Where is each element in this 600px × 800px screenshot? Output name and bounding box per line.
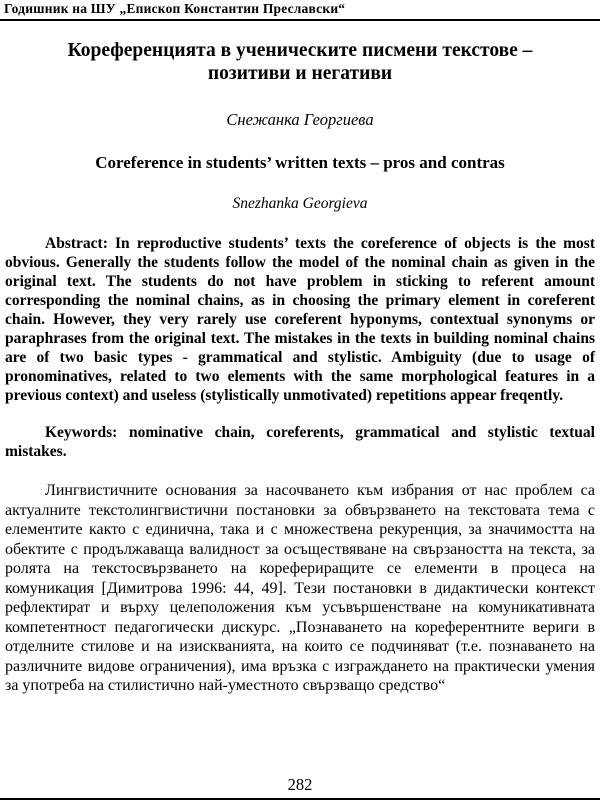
running-header: Годишник на ШУ „Епископ Константин Преславски“	[0, 0, 600, 21]
body-paragraph: Лингвистичните основания за насочването към избрания от нас проблем са актуалните текстолингвистични постановки за обвързването на текстовата тема с елементите както с единична, така и с множествена рекуренция, за значимостта на обектите с продължаваща валидност за осъществяване на свързаността на текста, за ролята на текстосвързването на корефериращите се елементи в процеса на комуникация [Димитрова 1996: 44, 49]. Тези постановки в дидактически контекст рефлектират и върху целеположения към усъвършенстване на комуникативната компетентност педагогически дискурс. „Познаването на кореферентните вериги в отделните стилове и на изискванията, на които се подчиняват (т.е. познаването на различните видове ограничения), има връзка с изграждането на практически умения за употреба на стилистично най-уместното свързващо средство“	[5, 482, 595, 694]
author-name-english: Snezhanka Georgieva	[232, 195, 368, 212]
page-number: 282	[287, 775, 313, 794]
keywords-text: : nominative chain, coreferents, grammatical and stylistic textual mistakes.	[5, 424, 595, 460]
abstract-paragraph	[5, 234, 595, 405]
article-title-bulgarian: Кореференцията в ученическите писмени текстове – позитиви и негативи	[67, 40, 533, 84]
keywords-paragraph	[5, 423, 595, 461]
abstract-label: Abstract	[45, 235, 103, 252]
abstract-text: : In reproductive students’ texts the coreference of objects is the most obvious. Generally the students follow the model of the nominal chain as given in the original text. The students do not have problem in sticking to referent amount corresponding the nominal chains, as in choosing the primary element in coreferent chain. However, they very rarely use coreferent hyponyms, contextual synonyms or paraphrases from the original text. The mistakes in the texts in building nominal chains are of two basic types - grammatical and stylistic. Ambiguity (due to usage of pronominatives, related to two elements with the same morphological features in a previous context) and useless (stylistically unmotivated) repetitions appear freqently.	[5, 235, 595, 404]
author-name-bulgarian: Снежанка Георгиева	[226, 110, 374, 129]
keywords-label: Keywords	[45, 424, 113, 441]
article-title-english: Coreference in students’ written texts – pros and contras	[95, 153, 505, 172]
